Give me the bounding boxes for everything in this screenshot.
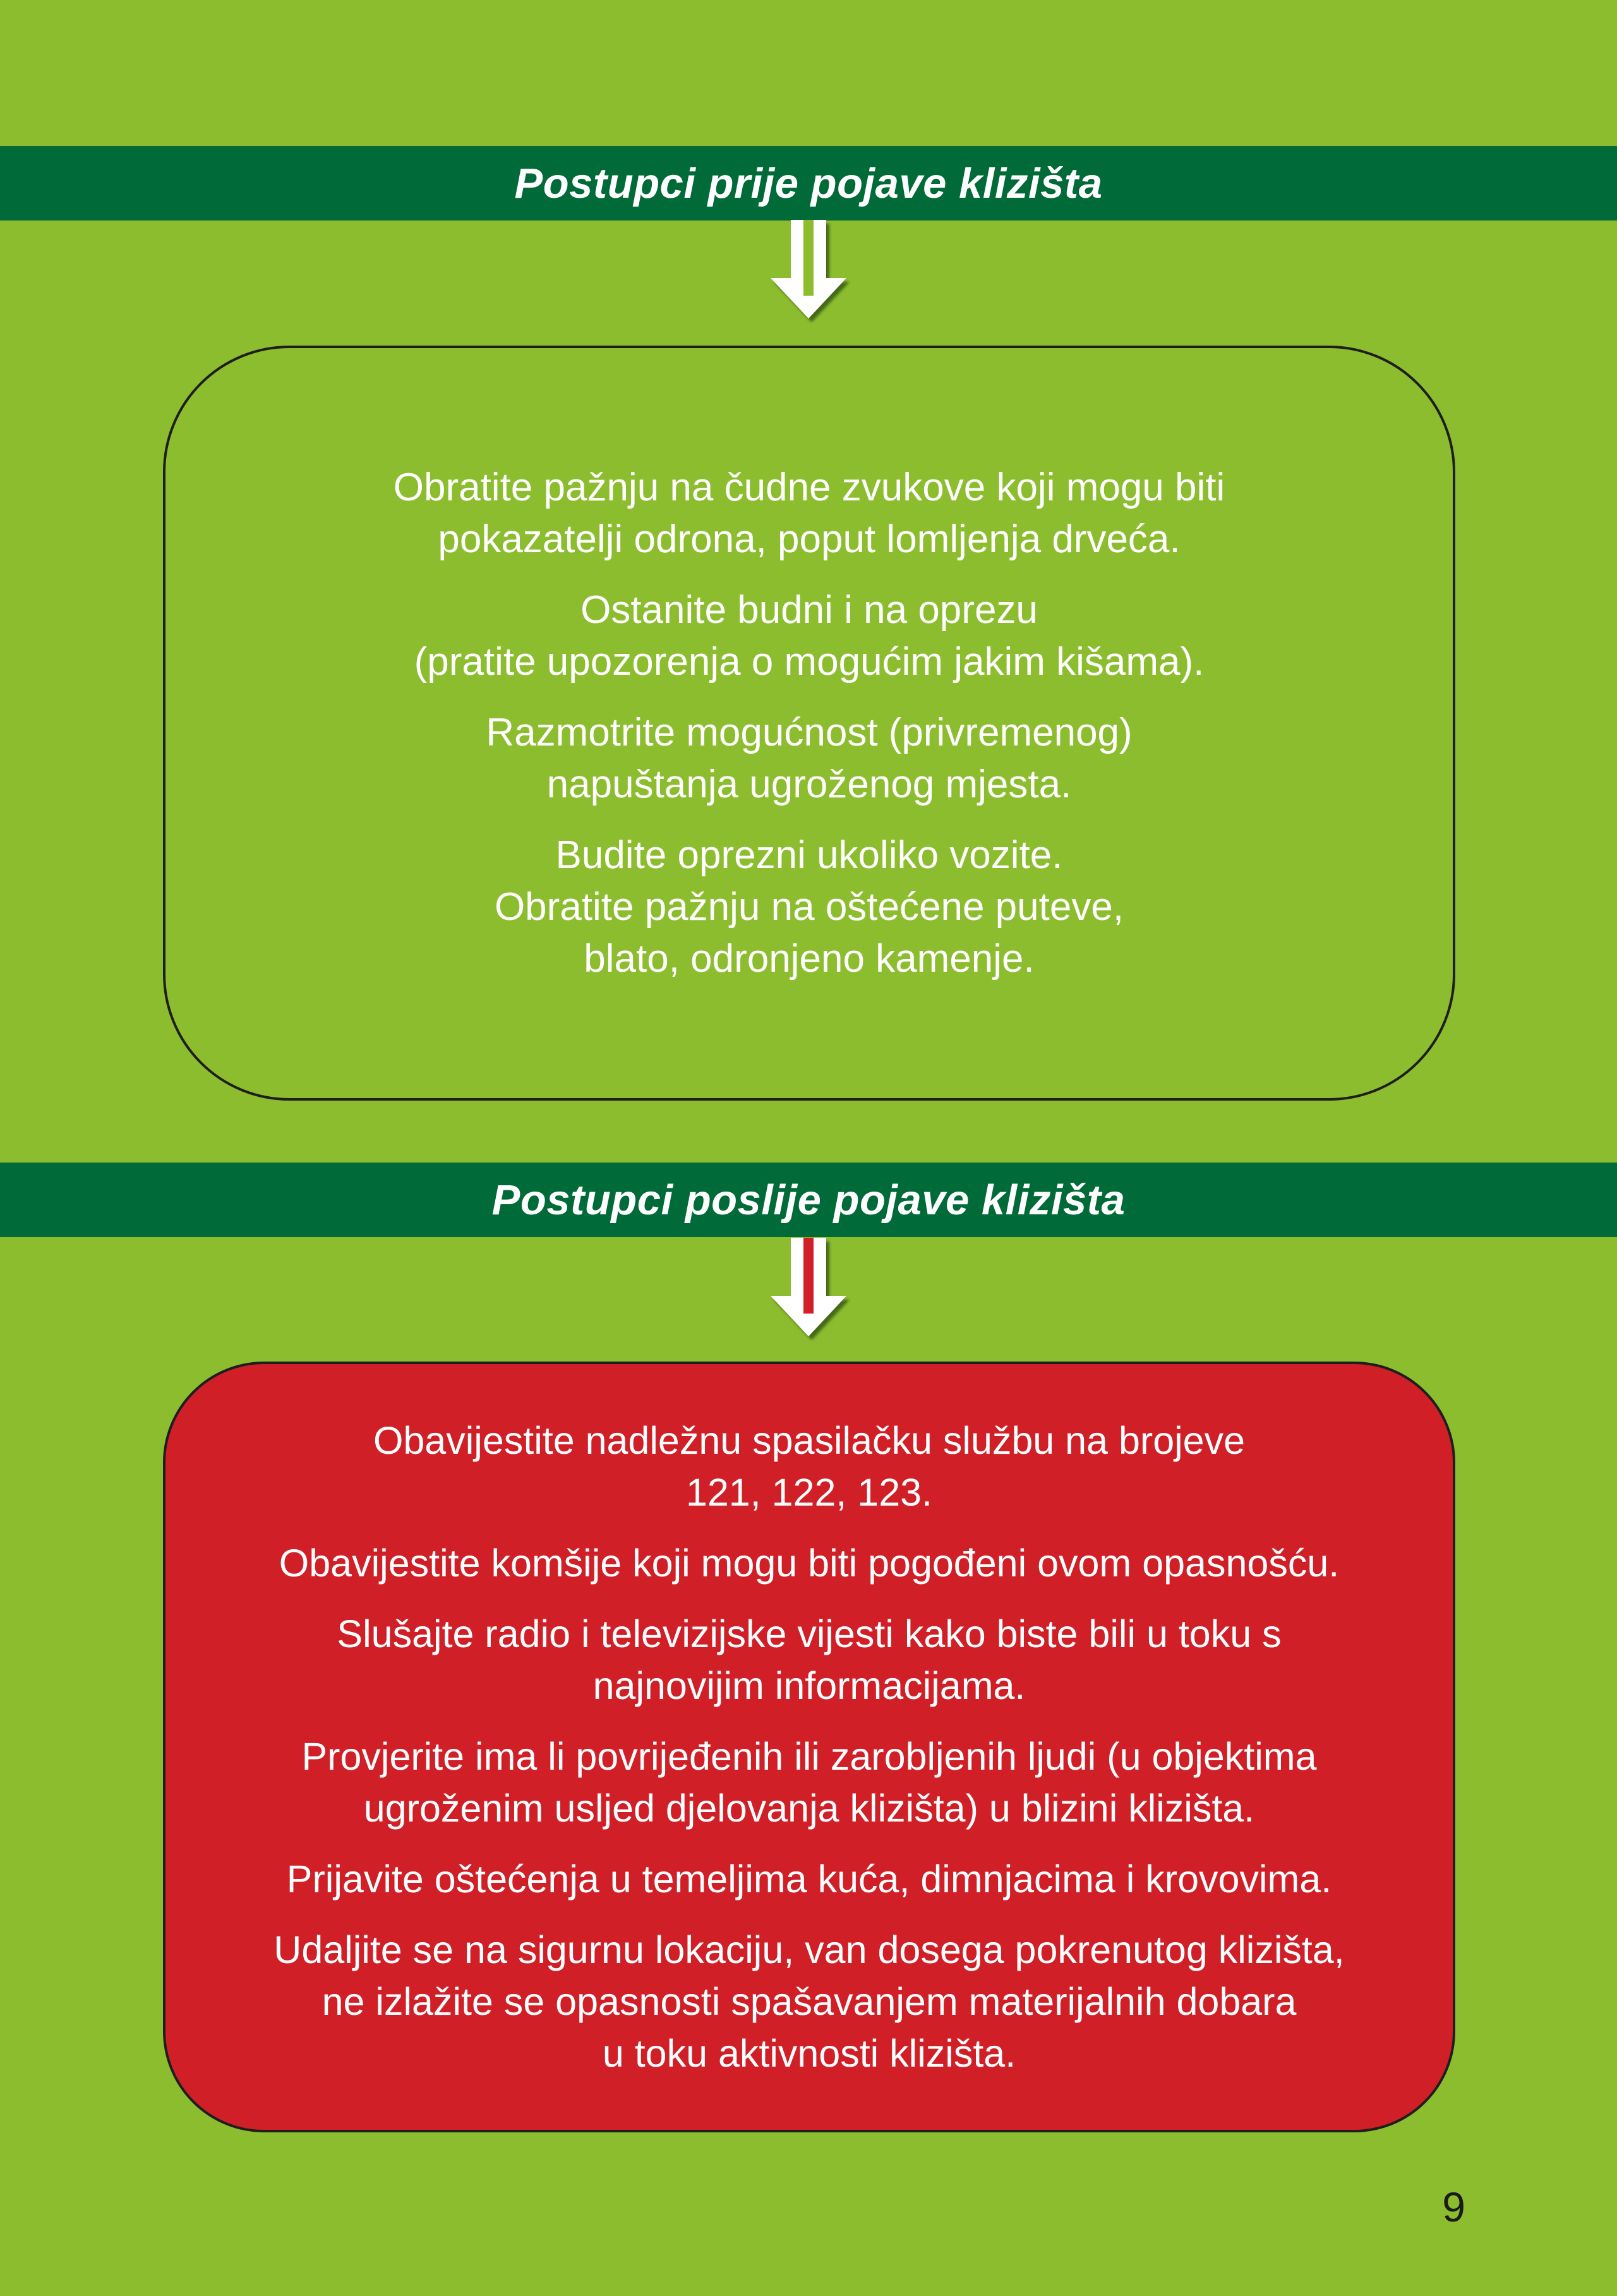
before-step-3: Razmotrite mogućnost (privremenog) napuštanja ugroženog mjesta.	[486, 710, 1133, 806]
after-step-5: Prijavite oštećenja u temeljima kuća, dimnjacima i krovovima.	[286, 1858, 1332, 1900]
before-step-4: Budite oprezni ukoliko vozite. Obratite pažnju na oštećene puteve, blato, odronjeno kamenje.	[494, 833, 1124, 981]
before-steps-box	[163, 346, 1455, 1101]
before-step-1: Obratite pažnju na čudne zvukove koji mogu biti pokazatelji odrona, poput lomljenja drveća.	[393, 465, 1225, 561]
after-step-2: Obavijestite komšije koji mogu biti pogođeni ovom opasnošću.	[279, 1542, 1340, 1585]
page-number: 9	[1442, 2184, 1465, 2230]
after-step-6: Udaljite se na sigurnu lokaciju, van dosega pokrenutog klizišta, ne izlažite se opasnosti spašavanjem materijalnih dobara u toku aktivnosti klizišta.	[274, 1928, 1345, 2075]
after-steps-box	[163, 1362, 1455, 2132]
after-step-4: Provjerite ima li povrijeđenih ili zarobljenih ljudi (u objektima ugroženim usljed djelovanja klizišta) u blizini klizišta.	[301, 1735, 1317, 1830]
section-banner-after	[0, 1163, 1617, 1237]
down-arrow-icon	[764, 1235, 853, 1343]
section-title-before: Postupci prije pojave klizišta	[514, 159, 1103, 207]
down-arrow-icon	[764, 217, 853, 325]
before-step-2: Ostanite budni i na oprezu (pratite upozorenja o mogućim jakim kišama).	[414, 588, 1205, 684]
after-step-3: Slušajte radio i televizijske vijesti kako biste bili u toku s najnovijim informacijama.	[337, 1612, 1282, 1707]
section-banner-before	[0, 146, 1617, 221]
section-title-after: Postupci poslije pojave klizišta	[491, 1176, 1126, 1224]
after-step-1: Obavijestite nadležnu spasilačku službu na brojeve 121, 122, 123.	[373, 1419, 1246, 1514]
